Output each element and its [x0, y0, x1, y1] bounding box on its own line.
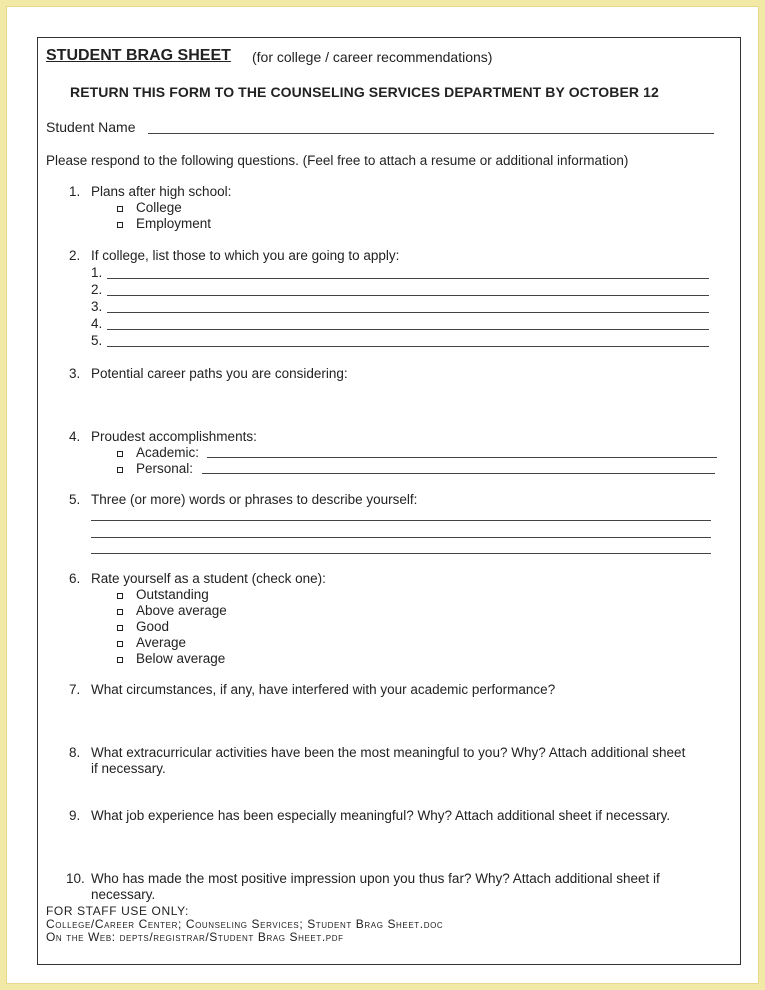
question-number: 4. — [69, 429, 81, 444]
question-1-text: Plans after high school: — [91, 184, 232, 199]
college-line-4[interactable] — [107, 329, 709, 330]
file-path-web: On the Web: depts/registrar/Student Brag Sheet.pdf — [46, 930, 344, 944]
option-average: Average — [136, 635, 187, 650]
college-line-3[interactable] — [107, 312, 709, 313]
question-number: 8. — [69, 745, 81, 760]
option-outstanding: Outstanding — [136, 587, 209, 602]
personal-field[interactable] — [202, 473, 715, 474]
return-notice: RETURN THIS FORM TO THE COUNSELING SERVICES DEPARTMENT BY OCTOBER 12 — [70, 84, 659, 100]
question-number: 5. — [69, 492, 81, 507]
question-2-text: If college, list those to which you are going to apply: — [91, 248, 400, 263]
question-number: 1. — [69, 184, 81, 199]
question-9-text: What job experience has been especially meaningful? Why? Attach additional sheet if necessary. — [91, 808, 671, 823]
option-employment: Employment — [136, 216, 212, 231]
question-10-text-cont: necessary. — [91, 887, 156, 902]
college-line-label: 4. — [91, 316, 103, 331]
checkbox-academic[interactable] — [117, 451, 123, 457]
intro-text: Please respond to the following questions. (Feel free to attach a resume or additional information) — [46, 153, 629, 168]
staff-use-label: FOR STAFF USE ONLY: — [46, 904, 189, 918]
college-line-5[interactable] — [107, 346, 709, 347]
document-page — [6, 6, 759, 984]
checkbox-below-average[interactable] — [117, 657, 123, 663]
student-name-label: Student Name — [46, 119, 136, 135]
college-line-label: 3. — [91, 299, 103, 314]
option-college: College — [136, 200, 182, 215]
form-subtitle: (for college / career recommendations) — [252, 49, 493, 65]
question-number: 2. — [69, 248, 81, 263]
describe-line-1[interactable] — [91, 520, 711, 521]
question-number: 6. — [69, 571, 81, 586]
question-10-text: Who has made the most positive impression upon you thus far? Why? Attach additional sheet if — [91, 871, 660, 886]
question-number: 9. — [69, 808, 81, 823]
file-path-doc: College/Career Center; Counseling Services; Student Brag Sheet.doc — [46, 917, 444, 931]
college-line-1[interactable] — [107, 278, 709, 279]
option-academic: Academic: — [136, 445, 200, 460]
question-3-text: Potential career paths you are considering: — [91, 366, 348, 381]
question-6-text: Rate yourself as a student (check one): — [91, 571, 326, 586]
describe-line-3[interactable] — [91, 553, 711, 554]
question-5-text: Three (or more) words or phrases to describe yourself: — [91, 492, 418, 507]
option-good: Good — [136, 619, 170, 634]
checkbox-average[interactable] — [117, 641, 123, 647]
question-number: 3. — [69, 366, 81, 381]
option-personal: Personal: — [136, 461, 194, 476]
question-7-text: What circumstances, if any, have interfered with your academic performance? — [91, 682, 556, 697]
option-below-average: Below average — [136, 651, 226, 666]
student-name-field[interactable] — [148, 133, 714, 134]
checkbox-above-average[interactable] — [117, 609, 123, 615]
checkbox-employment[interactable] — [117, 222, 123, 228]
academic-field[interactable] — [207, 457, 717, 458]
checkbox-good[interactable] — [117, 625, 123, 631]
checkbox-outstanding[interactable] — [117, 593, 123, 599]
question-8-text-cont: if necessary. — [91, 761, 166, 776]
form-title: STUDENT BRAG SHEET — [46, 47, 231, 64]
question-4-text: Proudest accomplishments: — [91, 429, 257, 444]
checkbox-college[interactable] — [117, 206, 123, 212]
question-8-text: What extracurricular activities have been the most meaningful to you? Why? Attach additional sheet — [91, 745, 686, 760]
checkbox-personal[interactable] — [117, 467, 123, 473]
describe-line-2[interactable] — [91, 537, 711, 538]
college-line-label: 1. — [91, 265, 103, 280]
question-number: 10. — [66, 871, 85, 886]
college-line-label: 5. — [91, 333, 103, 348]
college-line-label: 2. — [91, 282, 103, 297]
question-number: 7. — [69, 682, 81, 697]
college-line-2[interactable] — [107, 295, 709, 296]
option-above-average: Above average — [136, 603, 227, 618]
